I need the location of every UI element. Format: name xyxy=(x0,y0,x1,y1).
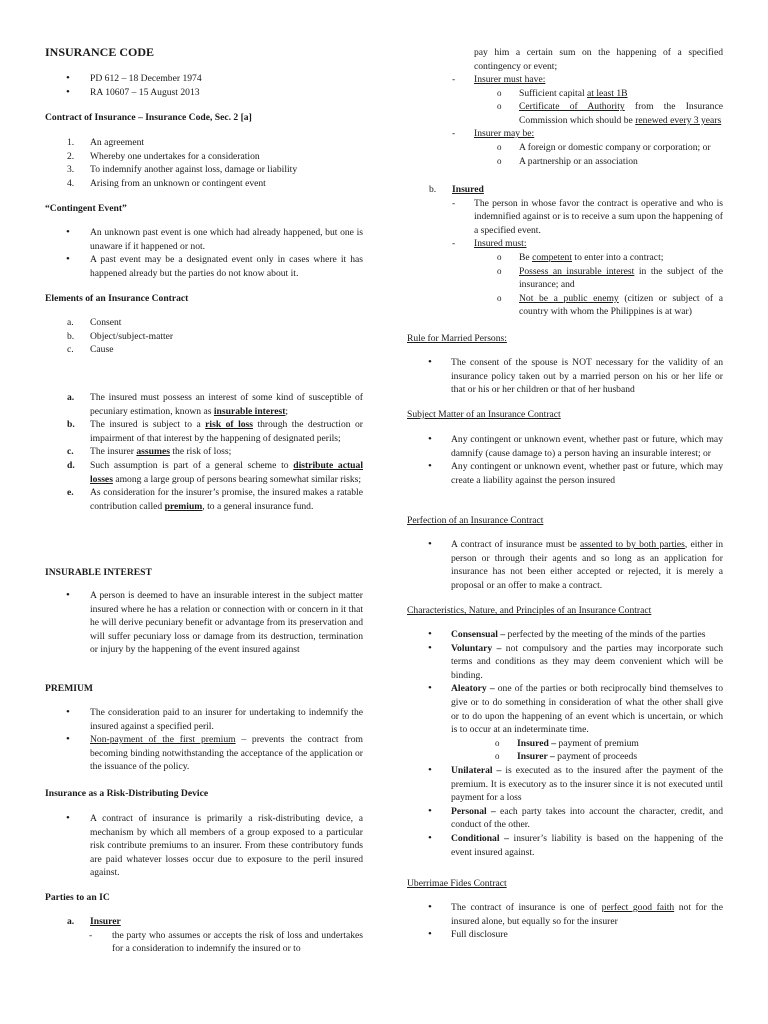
list-item: • The consent of the spouse is NOT necessary for the validity of an insurance policy taken out by a married person on his or her life or that or his or her children or that of her husband xyxy=(428,356,723,397)
list-item: b. Object/subject-matter xyxy=(67,330,174,342)
list-item: • Non-payment of the first premium – prevents the contract from becoming binding notwithstanding the acceptance of the application or the issuance of the policy. xyxy=(66,733,363,774)
premium-list xyxy=(66,706,363,774)
bullet-icon xyxy=(428,642,432,656)
bullet-icon xyxy=(428,682,432,696)
list-item: - the party who assumes or accepts the risk of loss and undertakes for a consideration to indemnify the insured or to xyxy=(89,929,363,955)
bullet-icon xyxy=(66,733,70,747)
law-item: • RA 10607 – 15 August 2013 xyxy=(66,86,363,100)
list-item: • The contract of insurance is one of perfect good faith not for the insured alone, but equally so for the insurer xyxy=(428,901,723,928)
section-heading-perfection: Perfection of an Insurance Contract xyxy=(407,515,544,526)
section-heading-married: Rule for Married Persons: xyxy=(407,333,507,344)
bullet-icon xyxy=(428,832,432,846)
section-heading-contract: Contract of Insurance – Insurance Code, Sec. 2 [a] xyxy=(45,112,252,123)
elements-detail-list xyxy=(67,391,363,513)
section-heading-uberrimae: Uberrimae Fides Contract xyxy=(407,878,507,889)
bullet-icon xyxy=(428,805,432,819)
list-item: 1. An agreement xyxy=(67,137,145,148)
characteristics-list xyxy=(428,628,723,859)
bullet-icon xyxy=(66,589,70,603)
list-item: b. The insured is subject to a risk of loss through the destruction or impairment of that interest by the happening of designated perils; xyxy=(67,419,363,444)
list-item: - Insurer must have: xyxy=(452,74,546,85)
list-item: o Possess an insurable interest in the subject of the insurance; and xyxy=(497,265,724,291)
section-heading-contingent: “Contingent Event” xyxy=(45,203,127,214)
section-heading-risk: Insurance as a Risk-Distributing Device xyxy=(45,788,209,799)
insurer-must-have xyxy=(452,73,723,168)
document-title: INSURANCE CODE xyxy=(45,45,155,59)
list-item: • A contract of insurance is primarily a risk-distributing device, a mechanism by which all members of a group exposed to a particular risk contribute premiums to an insurer. From these contributory funds are paid whatever losses occur due to exposure to the peril insured against. xyxy=(66,812,363,880)
section-heading-elements: Elements of an Insurance Contract xyxy=(45,293,189,304)
list-item: o Be competent to enter into a contract; xyxy=(497,251,664,263)
section-heading-subject: Subject Matter of an Insurance Contract xyxy=(407,409,561,420)
list-item: a. Insurer xyxy=(67,916,121,927)
bullet-icon xyxy=(66,812,70,826)
bullet-icon xyxy=(428,460,432,474)
insurable-interest-list xyxy=(66,589,363,657)
bullet-icon xyxy=(428,356,432,370)
contingent-list xyxy=(66,226,363,280)
list-item: d. Such assumption is part of a general scheme to distribute actual losses among a large group of persons bearing somewhat similar risks; xyxy=(67,459,363,485)
list-item: • An unknown past event is one which had already happened, but one is unaware if it happened or not. xyxy=(66,226,363,253)
list-item: o A foreign or domestic company or corporation; or xyxy=(497,141,711,153)
list-item: • Personal – each party takes into account the character, credit, and conduct of the other. xyxy=(428,805,723,832)
list-item: 4. Arising from an unknown or contingent event xyxy=(67,177,266,189)
list-item: • Any contingent or unknown event, whether past or future, which may damnify (cause damage to) a person having an insurable interest; or xyxy=(428,433,723,460)
list-item: • Full disclosure xyxy=(428,928,723,942)
list-item: • The consideration paid to an insurer for undertaking to indemnify the insured against a specified peril. xyxy=(66,706,363,733)
insurer-continued-text: pay him a certain sum on the happening of a specified contingency or event; xyxy=(474,47,723,72)
risk-list xyxy=(66,812,363,880)
list-item: b. Insured xyxy=(429,184,484,195)
list-item: e. As consideration for the insurer’s promise, the insured makes a ratable contribution called premium, to a general insurance fund. xyxy=(67,487,363,512)
list-item: • Aleatory – one of the parties or both reciprocally bind themselves to give or to do something in consideration of what the other shall give or to do upon the happening of an event which is uncertain, or which is to occur at an indeterminate time. xyxy=(428,682,723,736)
party-insured xyxy=(429,183,723,319)
list-item: • Voluntary – not compulsory and the parties may incorporate such terms and conditions as they may deem convenient which will be binding. xyxy=(428,642,723,683)
uberrimae-list xyxy=(428,901,723,942)
bullet-icon xyxy=(428,764,432,778)
list-item: 3. To indemnify another against loss, damage or liability xyxy=(67,164,298,176)
bullet-icon xyxy=(66,226,70,240)
party-insurer xyxy=(67,915,363,956)
section-heading-characteristics: Characteristics, Nature, and Principles of an Insurance Contract xyxy=(407,605,652,616)
bullet-icon xyxy=(428,433,432,447)
section-heading-insurable-interest: INSURABLE INTEREST xyxy=(45,567,152,578)
elements-list xyxy=(67,316,363,357)
list-item: 2. Whereby one undertakes for a consideration xyxy=(67,150,260,162)
list-item: - The person in whose favor the contract is operative and who is indemnified against or is to receive a sum upon the happening of a specified event. xyxy=(452,197,723,236)
bullet-icon xyxy=(66,253,70,267)
bullet-icon xyxy=(428,538,432,552)
bullet-icon xyxy=(66,72,70,86)
list-item: • A person is deemed to have an insurable interest in the subject matter insured where he has a relation or connection with or concern in it that he will derive pecuniary benefit or advantage from its preservation and will suffer pecuniary loss or damage from its destruction, termination or injury by the happening of the event insured against xyxy=(66,589,363,657)
perfection-list xyxy=(428,538,723,592)
bullet-icon xyxy=(66,86,70,100)
law-item: • PD 612 – 18 December 1974 xyxy=(66,72,363,86)
list-item: - Insurer may be: xyxy=(452,128,535,140)
married-list xyxy=(428,356,723,397)
subject-list xyxy=(428,433,723,487)
bullet-icon xyxy=(428,628,432,642)
list-item: o Insurer – payment of proceeds xyxy=(495,751,638,763)
list-item: c. The insurer assumes the risk of loss; xyxy=(67,446,232,458)
list-item: • A past event may be a designated event only in cases where it has happened already but the parties do not know about it. xyxy=(66,253,363,280)
list-item: a. Consent xyxy=(67,317,122,328)
section-heading-premium: PREMIUM xyxy=(45,683,93,694)
list-item: a. The insured must possess an interest of some kind of susceptible of pecuniary estimation, known as insurable interest; xyxy=(67,392,363,417)
bullet-icon xyxy=(428,901,432,915)
bullet-icon xyxy=(428,928,432,942)
list-item: o Certificate of Authority from the Insurance Commission which should be renewed every 3 years xyxy=(497,101,723,126)
list-item: • A contract of insurance must be assented to by both parties, either in person or through their agents and so long as an application for insurance has not been either accepted or rejected, it is merely a proposal or an offer to make a contract. xyxy=(428,538,723,592)
list-item: c. Cause xyxy=(67,344,114,356)
law-list xyxy=(66,72,363,99)
list-item: o Sufficient capital at least 1B xyxy=(497,87,628,99)
list-item: • Consensual – perfected by the meeting of the minds of the parties xyxy=(428,628,723,642)
list-item: o A partnership or an association xyxy=(497,155,638,167)
list-item: - Insured must: xyxy=(452,238,527,250)
list-item: • Conditional – insurer’s liability is based on the happening of the event insured against. xyxy=(428,832,723,859)
list-item: • Unilateral – is executed as to the insured after the payment of the premium. It is executory as to the insurer since it is not executed until payment for a loss xyxy=(428,764,723,805)
list-item: • Any contingent or unknown event, whether past or future, which may create a liability against the person insured xyxy=(428,460,723,487)
bullet-icon xyxy=(66,706,70,720)
contract-list xyxy=(67,136,363,190)
list-item: o Insured – payment of premium xyxy=(495,737,639,749)
list-item: o Not be a public enemy (citizen or subject of a country with whom the Philippines is at war) xyxy=(497,292,723,318)
section-heading-parties: Parties to an IC xyxy=(45,892,110,903)
